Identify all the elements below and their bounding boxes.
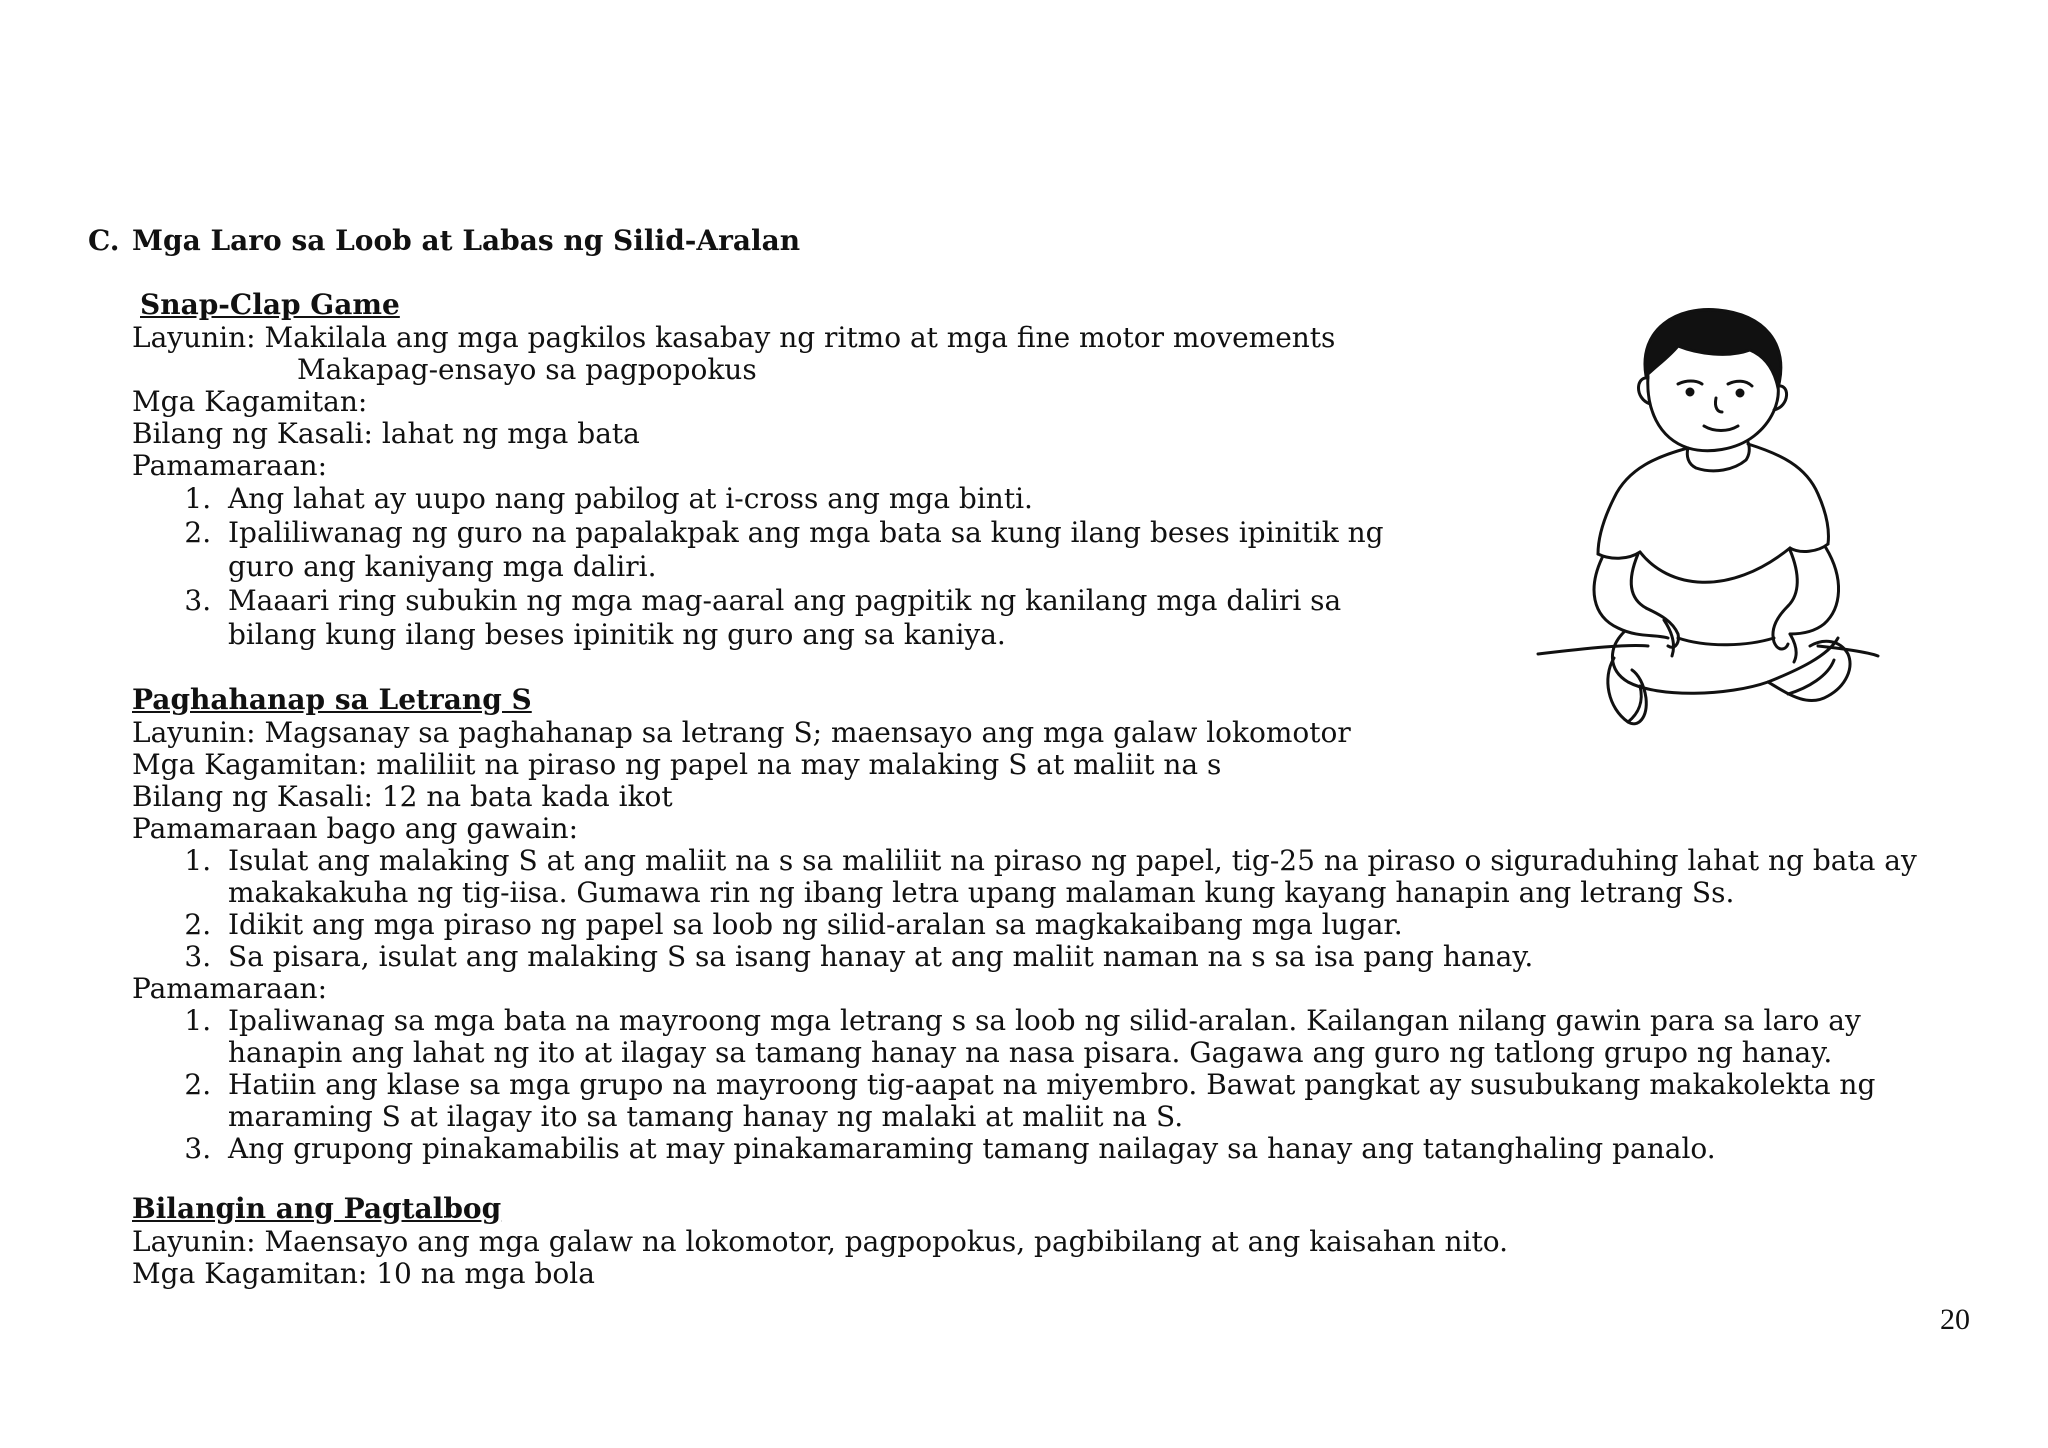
pamamaraan-label: Pamamaraan: bbox=[132, 972, 328, 1005]
kagamitan-line: Mga Kagamitan: bbox=[132, 385, 368, 418]
game-title: Snap-Clap Game bbox=[140, 288, 400, 321]
game-title: Paghahanap sa Letrang S bbox=[132, 683, 532, 716]
game-paghahanap-letrang-s bbox=[132, 683, 2002, 1165]
layunin-line: Layunin: Maensayo ang mga galaw na lokomotor, pagpopokus, pagbibilang at ang kaisahan nito. bbox=[132, 1225, 1509, 1258]
procedure-step: 3. Maaari ring subukin ng mga mag-aaral ang pagpitik ng kanilang mga daliri sa bilang kung ilang beses ipinitik ng guro ang sa kaniya. bbox=[220, 584, 1420, 652]
procedure-step: 3. Ang grupong pinakamabilis at may pinakamaraming tamang nailagay sa hanay ang tatanghaling panalo. bbox=[220, 1133, 1920, 1165]
section-heading bbox=[88, 224, 800, 257]
game-bilangin-pagtalbog bbox=[132, 1192, 1532, 1290]
pre-procedure-step: 1. Isulat ang malaking S at ang maliit na s sa maliliit na piraso ng papel, tig-25 na piraso o siguraduhing lahat ng bata ay makakakuha ng tig-iisa. Gumawa rin ng ibang letra upang malaman kung kayang hanapin ang letrang Ss. bbox=[220, 845, 1920, 909]
procedure-step: 2. Ipaliliwanag ng guro na papalakpak ang mga bata sa kung ilang beses ipinitik ng guro ang kaniyang mga daliri. bbox=[220, 516, 1420, 584]
kasali-line: Bilang ng Kasali: 12 na bata kada ikot bbox=[132, 780, 673, 813]
procedure-step: 1. Ang lahat ay uupo nang pabilog at i-cross ang mga binti. bbox=[220, 482, 1420, 516]
procedure-list bbox=[132, 482, 1420, 652]
pre-procedure-list bbox=[132, 845, 1920, 973]
procedure-step: 1. Ipaliwanag sa mga bata na mayroong mga letrang s sa loob ng silid-aralan. Kailangan nilang gawin para sa laro ay hanapin ang lahat ng ito at ilagay sa tamang hanay na nasa pisara. Gagawa ang guro ng tatlong grupo ng hanay. bbox=[220, 1005, 1920, 1069]
game-snap-clap bbox=[132, 288, 1432, 652]
pre-procedure-step: 3. Sa pisara, isulat ang malaking S sa isang hanay at ang maliit naman na s sa isa pang hanay. bbox=[220, 941, 1920, 973]
procedure-step: 2. Hatiin ang klase sa mga grupo na mayroong tig-aapat na miyembro. Bawat pangkat ay susubukang makakolekta ng maraming S at ilagay ito sa tamang hanay ng malaki at maliit na S. bbox=[220, 1069, 1920, 1133]
pamamaraan-label: Pamamaraan: bbox=[132, 449, 328, 482]
page-number: 20 bbox=[1940, 1303, 1970, 1336]
kasali-line: Bilang ng Kasali: lahat ng mga bata bbox=[132, 417, 640, 450]
layunin-line: Layunin: Makilala ang mga pagkilos kasabay ng ritmo at mga fine motor movements bbox=[132, 321, 1336, 354]
boy-sitting-illustration bbox=[1528, 298, 1888, 728]
kagamitan-line: Mga Kagamitan: maliliit na piraso ng papel na may malaking S at maliit na s bbox=[132, 748, 1222, 781]
pre-procedure-step: 2. Idikit ang mga piraso ng papel sa loob ng silid-aralan sa magkakaibang mga lugar. bbox=[220, 909, 1920, 941]
layunin-line: Layunin: Magsanay sa paghahanap sa letrang S; maensayo ang mga galaw lokomotor bbox=[132, 716, 1351, 749]
game-title: Bilangin ang Pagtalbog bbox=[132, 1192, 502, 1225]
pre-procedure-label: Pamamaraan bago ang gawain: bbox=[132, 812, 579, 845]
layunin-line-continued: Makapag-ensayo sa pagpopokus bbox=[297, 353, 757, 386]
kagamitan-line: Mga Kagamitan: 10 na mga bola bbox=[132, 1257, 595, 1290]
section-letter: C. bbox=[88, 224, 120, 257]
procedure-list bbox=[132, 1005, 1920, 1165]
section-title: Mga Laro sa Loob at Labas ng Silid-Aralan bbox=[132, 224, 801, 257]
